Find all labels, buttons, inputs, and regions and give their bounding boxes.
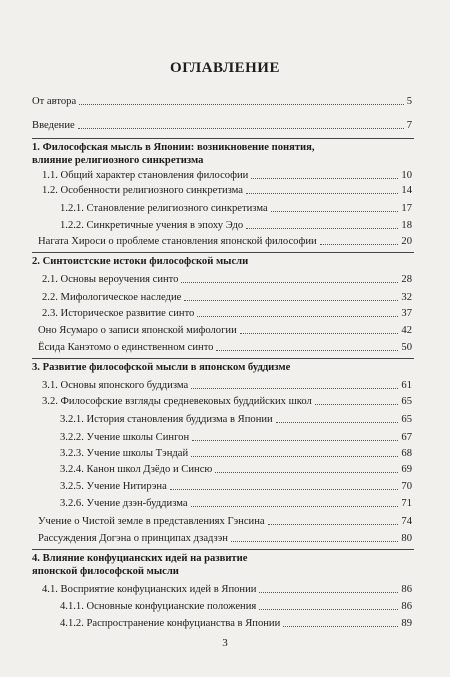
entry-page: 18	[401, 220, 412, 231]
section-divider	[32, 138, 414, 139]
entry-page: 89	[401, 618, 412, 629]
toc-title: ОГЛАВЛЕНИЕ	[170, 60, 280, 76]
entry-label: 2.2. Мифологическое наследие	[42, 292, 182, 303]
toc-entry	[38, 340, 412, 354]
entry-page: 86	[401, 584, 412, 595]
leader-dots	[259, 592, 398, 593]
toc-entry	[42, 582, 412, 596]
leader-dots	[315, 404, 399, 405]
toc-entry	[42, 168, 412, 182]
entry-label: 3.2.4. Канон школ Дзёдо и Синсю	[60, 464, 213, 475]
entry-page: 50	[401, 342, 412, 353]
entry-label: 3.2.6. Учение дзэн-буддизма	[60, 498, 188, 509]
toc-entry	[32, 94, 412, 108]
entry-label: 3.2.1. История становления буддизма в Японии	[60, 414, 273, 425]
toc-entry	[60, 479, 412, 493]
section-divider	[32, 252, 414, 253]
entry-label: 4.1.2. Распространение конфуцианства в Японии	[60, 618, 281, 629]
entry-page: 67	[401, 432, 412, 443]
toc-entry	[60, 430, 412, 444]
entry-page: 42	[401, 325, 412, 336]
entry-page: 70	[401, 481, 412, 492]
entry-label: 1.1. Общий характер становления философии	[42, 170, 249, 181]
entry-page: 32	[401, 292, 412, 303]
toc-entry	[60, 616, 412, 630]
leader-dots	[191, 456, 398, 457]
toc-entry	[42, 394, 412, 408]
toc-entry	[42, 378, 412, 392]
toc-entry	[38, 234, 412, 248]
entry-label: Нагата Хироси о проблеме становления японской философии	[38, 236, 317, 247]
toc-entry	[60, 446, 412, 460]
leader-dots	[231, 541, 398, 542]
entry-page: 20	[401, 236, 412, 247]
toc-entry	[60, 412, 412, 426]
chapter-heading: 2. Синтоистские истоки философской мысли	[32, 256, 249, 267]
entry-page: 80	[401, 533, 412, 544]
leader-dots	[246, 193, 398, 194]
leader-dots	[251, 178, 398, 179]
entry-page: 5	[406, 96, 412, 107]
entry-page: 74	[401, 516, 412, 527]
toc-entry	[60, 462, 412, 476]
toc-entry	[60, 599, 412, 613]
entry-label: Введение	[32, 120, 75, 131]
leader-dots	[181, 282, 398, 283]
section-divider	[32, 549, 414, 550]
leader-dots	[271, 211, 399, 212]
toc-entry	[42, 290, 412, 304]
leader-dots	[170, 489, 399, 490]
entry-label: 2.3. Историческое развитие синто	[42, 308, 195, 319]
leader-dots	[276, 422, 399, 423]
entry-label: 3.2.5. Учение Нитирэна	[60, 481, 167, 492]
entry-label: Учение о Чистой земле в представлениях Гэнсина	[38, 516, 265, 527]
toc-entry	[60, 218, 412, 232]
entry-page: 71	[401, 498, 412, 509]
leader-dots	[79, 104, 404, 105]
toc-entry	[42, 183, 412, 197]
leader-dots	[78, 128, 404, 129]
chapter-heading: 3. Развитие философской мысли в японском буддизме	[32, 362, 291, 373]
leader-dots	[192, 440, 398, 441]
entry-page: 68	[401, 448, 412, 459]
entry-page: 86	[401, 601, 412, 612]
entry-page: 61	[401, 380, 412, 391]
leader-dots	[191, 388, 398, 389]
chapter-heading: 4. Влияние конфуцианских идей на развитие	[32, 553, 248, 564]
leader-dots	[283, 626, 398, 627]
leader-dots	[246, 228, 398, 229]
entry-label: От автора	[32, 96, 77, 107]
leader-dots	[259, 609, 398, 610]
entry-page: 65	[401, 414, 412, 425]
entry-label: Рассуждения Догэна о принципах дзадзэн	[38, 533, 228, 544]
entry-page: 28	[401, 274, 412, 285]
entry-label: 3.2.3. Учение школы Тэндай	[60, 448, 189, 459]
entry-page: 17	[401, 203, 412, 214]
toc-entry	[42, 272, 412, 286]
entry-page: 65	[401, 396, 412, 407]
entry-label: 2.1. Основы вероучения синто	[42, 274, 179, 285]
entry-page: 7	[406, 120, 412, 131]
chapter-heading: японской философской мысли	[32, 566, 179, 577]
entry-label: 1.2.2. Синкретичные учения в эпоху Эдо	[60, 220, 244, 231]
toc-entry	[60, 201, 412, 215]
toc-entry	[38, 531, 412, 545]
toc-entry	[38, 323, 412, 337]
entry-label: 3.2.2. Учение школы Сингон	[60, 432, 190, 443]
entry-page: 10	[401, 170, 412, 181]
leader-dots	[240, 333, 399, 334]
entry-label: 1.2. Особенности религиозного синкретизма	[42, 185, 243, 196]
entry-page: 14	[401, 185, 412, 196]
leader-dots	[268, 524, 399, 525]
toc-entry	[32, 118, 412, 132]
leader-dots	[320, 244, 399, 245]
page-number: 3	[222, 637, 228, 649]
entry-label: Оно Ясумаро о записи японской мифологии	[38, 325, 237, 336]
section-divider	[32, 358, 414, 359]
entry-label: 4.1.1. Основные конфуцианские положения	[60, 601, 257, 612]
chapter-heading: влияние религиозного синкретизма	[32, 155, 204, 166]
entry-label: 4.1. Восприятие конфуцианских идей в Японии	[42, 584, 257, 595]
leader-dots	[197, 316, 398, 317]
leader-dots	[215, 472, 398, 473]
leader-dots	[216, 350, 398, 351]
entry-page: 69	[401, 464, 412, 475]
leader-dots	[184, 300, 398, 301]
entry-label: 1.2.1. Становление религиозного синкретизма	[60, 203, 268, 214]
toc-entry	[60, 496, 412, 510]
toc-entry	[42, 306, 412, 320]
entry-page: 37	[401, 308, 412, 319]
entry-label: 3.1. Основы японского буддизма	[42, 380, 189, 391]
entry-label: Ёсида Канэтомо о единственном синто	[38, 342, 214, 353]
leader-dots	[191, 506, 399, 507]
entry-label: 3.2. Философские взгляды средневековых буддийских школ	[42, 396, 312, 407]
chapter-heading: 1. Философская мысль в Японии: возникновение понятия,	[32, 142, 315, 153]
toc-entry	[38, 514, 412, 528]
